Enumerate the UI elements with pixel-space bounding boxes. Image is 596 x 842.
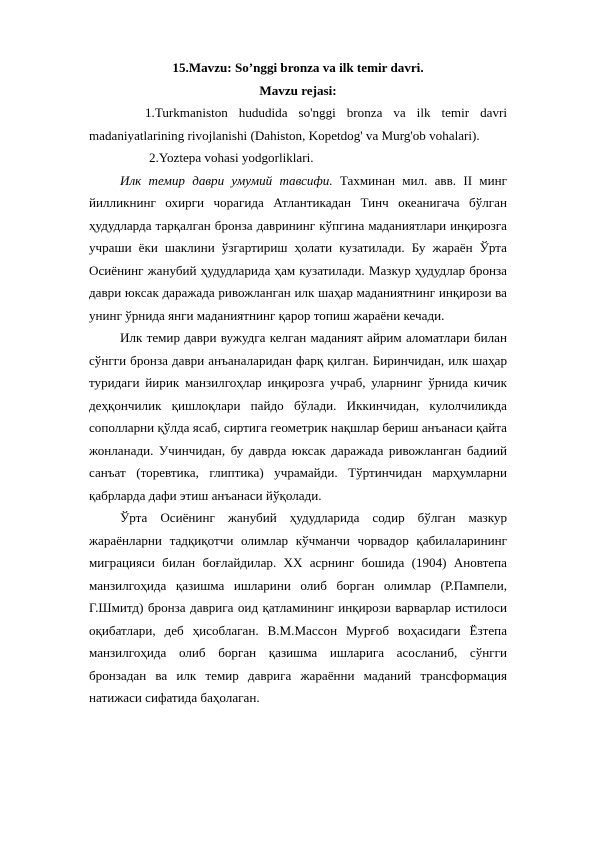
paragraph-2 [89,327,507,507]
document-title: 15.Mavzu: So’nggi bronza va ilk temir davri. [172,60,424,75]
paragraph-2-text: Илк темир даври вужудга келган маданият айрим аломатлари билан сўнгги бронза даври анъаналаридан фарқ қилган. Биринчидан, илк шаҳар туридаги йирик манзилгоҳлар инқирозга учраб, уларнинг ўрнида кичик деҳқончилик қишлоқлари пайдо бўлади. Иккинчидан, кулолчиликда сополларни қўлда ясаб, сиртига геометрик нақшлар бериш анъанаси қайта жонланади. Учинчидан, бу даврда юксак даражада ривожланган бадиий санъат (торевтика, глиптика) учрамайди. Тўртинчидан марҳумларни қабрларда дафи этиш анъанаси йўқолади. [89,330,507,503]
paragraph-3 [89,507,507,710]
plan-heading: Mavzu rejasi: [259,82,337,98]
paragraph-1 [89,170,507,328]
plan-item-1: 1.Turkmaniston hududida so'nggi bronza va ilk temir davri madaniyatlarining rivojlanishi (Dahiston, Kopetdog' va Murg'ob vohalari). [89,105,507,143]
plan-item-2: 2.Yoztepa vohasi yodgorliklari. [149,150,314,165]
paragraph-1-text: Тахминан мил. авв. II минг йилликнинг охирги чорагида Атлантикадан Тинч океанигача бўлган ҳудудларда тарқалган бронза даврининг кўпгина маданиятлари инқирозга учраши ёки шаклини ўзгартириш ҳолати кузатилади. Бу жараён Ўрта Осиёнинг жанубий ҳудудларида ҳам кузатилади. Мазкур ҳудудлар бронза даври юксак даражада ривожланган илк шаҳар маданиятнинг инқирози ва унинг ўрнида янги маданиятнинг қарор топиш жараёни кечади. [89,172,507,323]
document-page [89,57,507,710]
paragraph-1-lead: Илк темир даври умумий тавсифи. [120,172,333,188]
paragraph-3-text: Ўрта Осиёнинг жанубий ҳудудларида содир бўлган мазкур жараёнларни тадқиқотчи олимлар кўчманчи чорвадор қабилаларининг миграцияси билан боғлайдилар. XX асрнинг бошида (1904) Ановтепа манзилгоҳида қазишма ишларини олиб борган олимлар (Р.Пампели, Г.Шмитд) бронза даврига оид қатламининг инқирози варварлар истилоси оқибатлари, деб ҳисоблаган. В.М.Массон Мурғоб воҳасидаги Ёзтепа манзилгоҳида олиб борган қазишма ишларига асосланиб, сўнгги бронзадан ва илк темир даврига жараённи маданий трансформация натижаси сифатида баҳолаган. [89,510,507,705]
